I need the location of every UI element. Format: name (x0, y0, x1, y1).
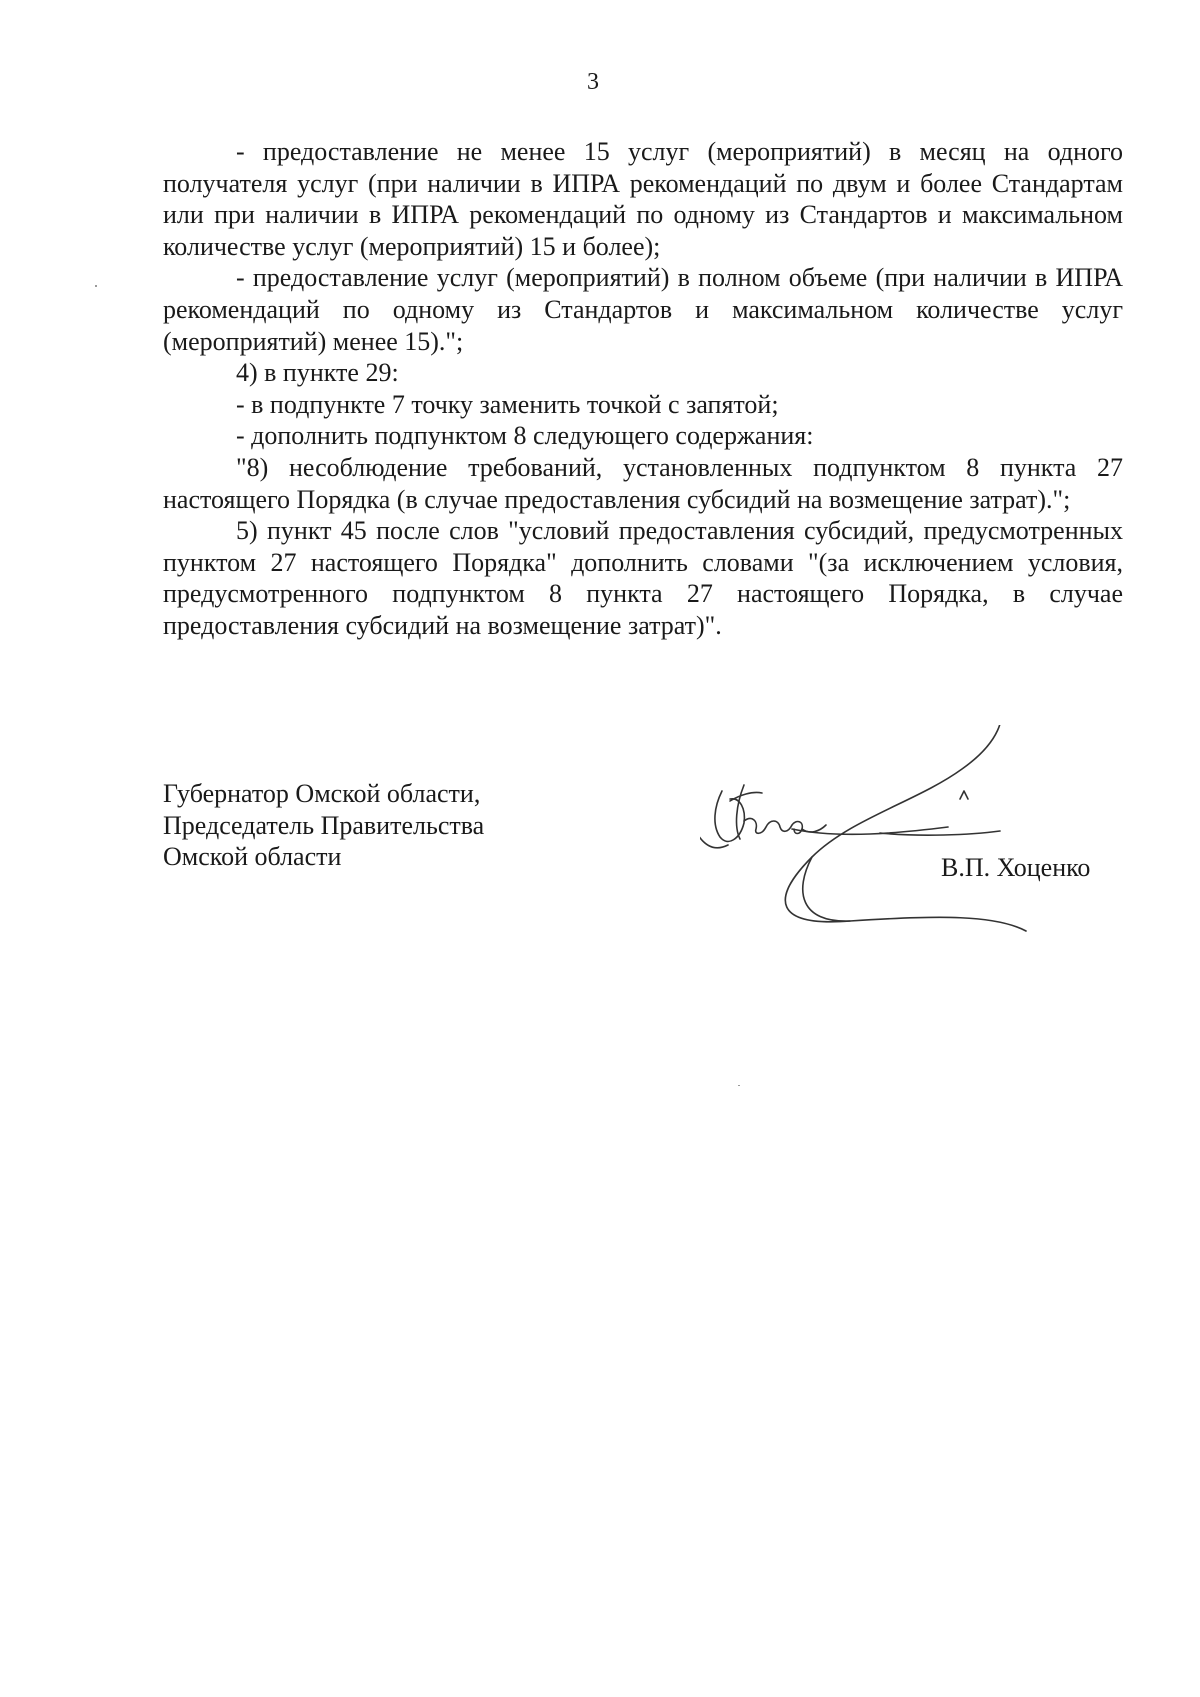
scan-speck (738, 1085, 740, 1086)
paragraph-subitem-7: - в подпункте 7 точку заменить точкой с запятой; (236, 389, 779, 419)
paragraph-services-15: - предоставление не менее 15 услуг (мероприятий) в месяц на одного получателя услуг (при наличии в ИПРА рекомендаций по двум и более Стандартам или при наличии в ИПРА рекомендаций по одному из Стандартов и максимальном количестве услуг (мероприятий) 15 и более); (163, 137, 1123, 261)
signatory-title-line-3: Омской области (163, 842, 342, 872)
page-number: 3 (587, 69, 599, 95)
paragraph-item-5: 5) пункт 45 после слов "условий предоставления субсидий, предусмотренных пунктом 27 настоящего Порядка" дополнить словами "(за исключением условия, предусмотренного подпунктом 8 пункта 27 настоящего Порядка, в случае предоставления субсидий на возмещение затрат)". (163, 516, 1123, 640)
handwritten-signature (700, 725, 1100, 955)
signer-name: В.П. Хоценко (941, 853, 1091, 882)
paragraph-subitem-8-text: "8) несоблюдение требований, установленных подпунктом 8 пункта 27 настоящего Порядка (в случае предоставления субсидий на возмещение затрат)."; (163, 452, 1123, 514)
document-body (163, 136, 1123, 642)
scan-speck (95, 285, 97, 287)
paragraph-add-subitem-8: - дополнить подпунктом 8 следующего содержания: (236, 421, 814, 451)
paragraph-services-full: - предоставление услуг (мероприятий) в полном объеме (при наличии в ИПРА рекомендаций по одному из Стандартов и максимальном количестве услуг (мероприятий) менее 15)."; (163, 263, 1123, 356)
signatory-title-line-1: Губернатор Омской области, (163, 779, 481, 808)
signatory-title-line-2: Председатель Правительства (163, 810, 485, 840)
paragraph-item-4: 4) в пункте 29: (236, 358, 399, 388)
